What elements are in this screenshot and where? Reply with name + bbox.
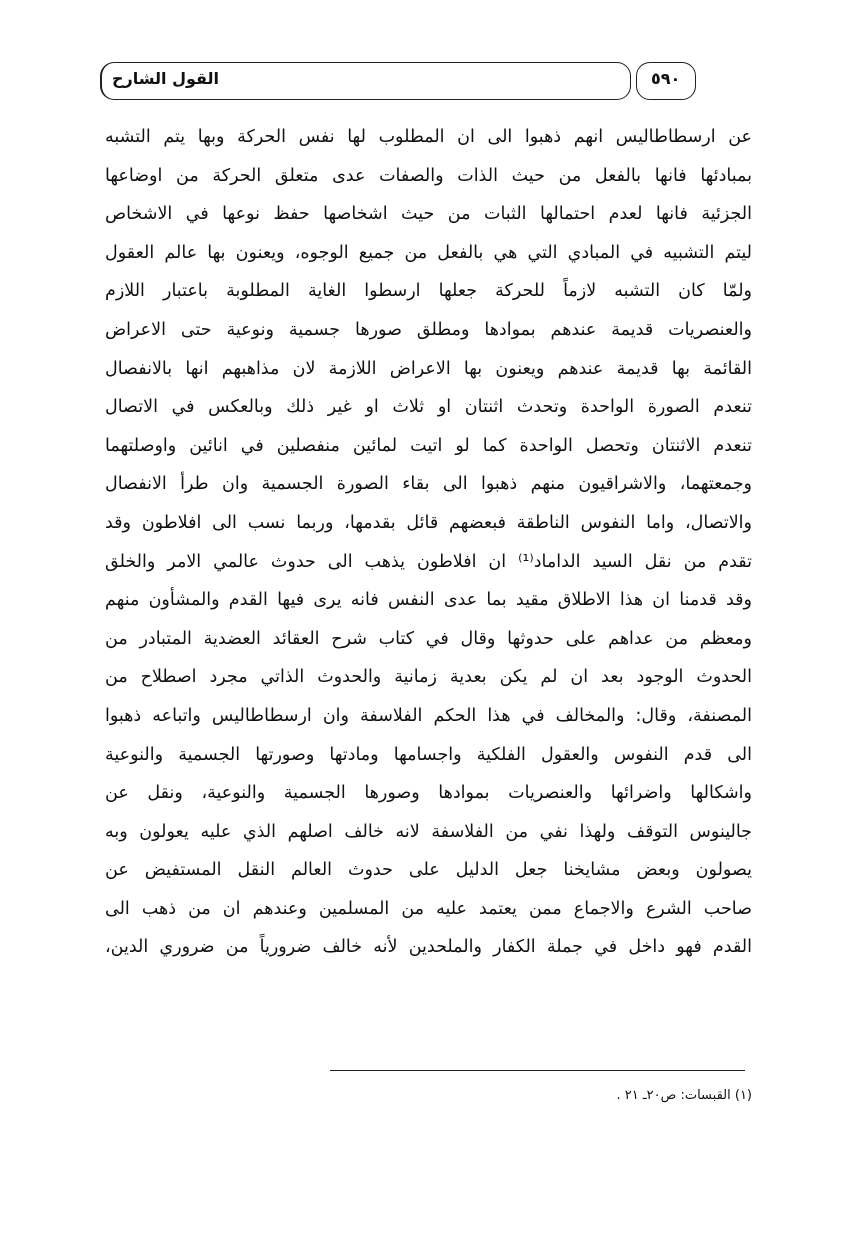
- header-title-frame: [100, 62, 631, 100]
- page-number: ٥٩٠: [651, 69, 681, 88]
- text-line: الجزئية فانها لعدم احتمالها الثبات من حيث اشخاصها حفظ نوعها في الاشخاص: [105, 204, 752, 225]
- text-line: صاحب الشرع والاجماع ممن يعتمد عليه من المسلمين وعندهم ان من ذهب الى: [105, 898, 752, 919]
- text-line: ليتم التشبيه في المبادي التي هي بالفعل من جميع الوجوه، ويعنون بها عالم العقول: [105, 242, 752, 263]
- text-line: ولمّا كان التشبه لازماً للحركة جعلها ارسطوا الغاية المطلوبة باعتبار اللازم: [105, 281, 752, 302]
- book-title: القول الشارح: [112, 69, 220, 88]
- page-number-frame: [636, 62, 696, 100]
- text-line: الى قدم النفوس والعقول الفلكية واجسامها ومادتها وصورتها الجسمية والنوعية: [105, 744, 752, 765]
- footnote-divider: [330, 1070, 745, 1071]
- text-line: يصولون وبعض مشايخنا جعل الدليل على حدوث العالم النقل المستفيض عن: [105, 860, 752, 881]
- text-line: القائمة بها قديمة عندهم ويعنون بها الاعراض اللازمة لان مذاهبهم انها بالانفصال: [105, 358, 752, 379]
- text-line: المصنفة، وقال: والمخالف في هذا الحكم الفلاسفة وان ارسطاطاليس واتباعه ذهبوا: [105, 705, 752, 726]
- text-line: وقد قدمنا ان هذا الاطلاق مقيد بما عدى النفس فانه يرى فيها القدم والمشأون منهم: [105, 590, 752, 611]
- text-line: القدم فهو داخل في جملة الكفار والملحدين لأنه خالف ضرورياً من ضروري الدين،: [105, 937, 752, 958]
- body-text: [105, 118, 752, 967]
- footnote: (١) القبسات: ص٢٠ـ ٢١ .: [616, 1088, 752, 1103]
- text-line: والاتصال، واما النفوس الناطقة فبعضهم قائل بقدمها، وربما نسب الى افلاطون وقد: [105, 512, 752, 533]
- text-line: واشكالها واضرائها والعنصريات بموادها وصورها الجسمية والنوعية، ونقل عن: [105, 783, 752, 804]
- text-line: ومعظم من عداهم على حدوثها وقال في كتاب شرح العقائد العضدية المتبادر من: [105, 628, 752, 649]
- text-line: الحدوث الوجود بعد ان لم يكن بعدية زمانية والحدوث الذاتي مجرد اصطلاح من: [105, 667, 752, 688]
- text-line: تقدم من نقل السيد الداماد⁽¹⁾ ان افلاطون يذهب الى حدوث عالمي الامر والخلق: [105, 551, 752, 572]
- text-line: وجمعتهما، والاشراقيون منهم ذهبوا الى بقاء الصورة الجسمية وان طرأ الانفصال: [105, 474, 752, 495]
- text-line: والعنصريات قديمة عندهم بموادها ومطلق صورها جسمية ونوعية حتى الاعراض: [105, 319, 752, 340]
- text-line: تنعدم الصورة الواحدة وتحدث اثنتان او ثلاث او غير ذلك وبالعكس في الاتصال: [105, 397, 752, 418]
- text-line: عن ارسطاطاليس انهم ذهبوا الى ان المطلوب لها نفس الحركة وبها يتم التشبه: [105, 127, 752, 147]
- text-line: تنعدم الاثنتان وتحصل الواحدة كما لو اتيت لمائين منفصلين في انائين واوصلتهما: [105, 435, 752, 456]
- text-line: جالينوس التوقف ولهذا نفي من الفلاسفة لانه خالف اصلهم الذي عليه يعولون وبه: [105, 821, 752, 842]
- running-header: [100, 62, 700, 102]
- text-line: بمبادئها فانها بالفعل من حيث الذات والصفات عدى متعلق الحركة من اوضاعها: [105, 165, 752, 186]
